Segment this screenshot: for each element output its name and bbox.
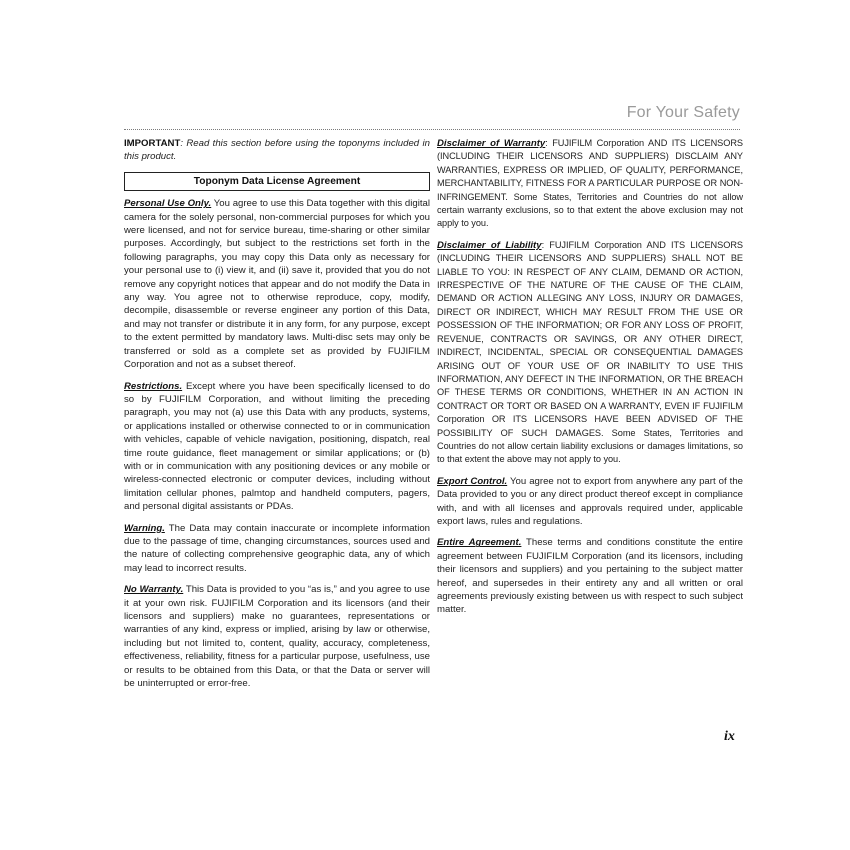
section-entire-agreement [437,536,743,616]
section-text: These terms and conditions constitute the entire agreement between FUJIFILM Corporation (and its licensors, including their licensors and suppliers) and you pertaining to the subject matter hereof, and supersedes in their entirety any and all written or oral agreements previously existing between us with respect to such subject matter. [437,537,743,616]
section-no-warranty [124,583,430,690]
section-text: The Data may contain inaccurate or incomplete information due to the passage of time, changing circumstances, sources used and the nature of collecting comprehensive geographic data, any of which may lead to incorrect results. [124,522,430,574]
important-text: : Read this section before using the toponyms included in this product. [124,138,430,163]
section-personal-use [124,197,430,371]
section-text: : FUJIFILM Corporation AND ITS LICENSORS (INCLUDING THEIR LICENSORS AND SUPPLIERS) DISCLAIM ANY WARRANTIES, EXPRESS OR IMPLIED, OF QUALITY, PERFORMANCE, MERCHANTABILITY, FITNESS FOR A PARTICULAR PURPOSE OR NON-INFRINGEMENT. Some States, Territories and Countries do not allow certain warranty exclusions, so to that extent the above exclusion may not apply to you. [437,138,743,229]
section-label: Warning. [124,522,165,534]
section-label: Disclaimer of Liability [437,239,542,251]
section-restrictions [124,380,430,514]
section-warning [124,522,430,576]
page-header [124,104,740,130]
header-divider [124,129,740,130]
section-title: For Your Safety [626,104,740,121]
section-disclaimer-liability [437,239,743,467]
section-label: Personal Use Only. [124,198,212,210]
section-disclaimer-warranty [437,137,743,231]
agreement-title-box: Toponym Data License Agreement [124,172,430,191]
page-number: ix [724,729,735,744]
section-text: You agree to use this Data together with this digital camera for the solely personal, non-commercial purposes for which you were licensed, and not for service bureau, time-sharing or other similar purposes. Accordingly, but subject to the restrictions set forth in the following paragraphs, you may copy this Data only as necessary for your personal use to (i) view it, and (ii) save it, provided that you do not remove any copyright notices that appear and do not modify the Data in any way. You agree not to otherwise reproduce, copy, modify, decompile, disassemble or reverse engineer any portion of this Data, and may not transfer or distribute it in any form, for any purpose, except to the extent permitted by mandatory laws. Multi-disc sets may only be transferred or sold as a complete set as provided by FUJIFILM Corporation and not as a subset thereof. [124,198,430,371]
section-label: Disclaimer of Warranty [437,138,546,149]
important-notice [124,137,430,164]
section-label: Entire Agreement. [437,537,522,549]
section-text: You agree not to export from anywhere any part of the Data provided to you or any direct product thereof except in compliance with, and with all licenses and approvals required under, applicable export laws, rules and regulations. [437,475,743,527]
section-export-control [437,475,743,529]
section-text: This Data is provided to you “as is,” and you agree to use it at your own risk. FUJIFILM Corporation and its licensors (and their licensors and suppliers) make no guarantees, representations or warranties of any kind, express or implied, arising by law or otherwise, including but not limited to, content, quality, accuracy, completeness, effectiveness, reliability, fitness for a particular purpose, usefulness, use or results to be obtained from this Data, or that the Data or server will be uninterrupted or error-free. [124,584,430,690]
section-text: : FUJIFILM Corporation AND ITS LICENSORS (INCLUDING THEIR LICENSORS AND SUPPLIERS) SHALL NOT BE LIABLE TO YOU: IN RESPECT OF ANY CLAIM, DEMAND OR ACTION, IRRESPECTIVE OF THE NATURE OF THE CAUSE OF THE CLAIM, DEMAND OR ACTION ALLEGING ANY LOSS, INJURY OR DAMAGES, DIRECT OR INDIRECT, WHICH MAY RESULT FROM THE USE OR POSSESSION OF THE INFORMATION; OR FOR ANY LOSS OF PROFIT, REVENUE, CONTRACTS OR SAVINGS, OR ANY OTHER DIRECT, INDIRECT, INCIDENTAL, SPECIAL OR CONSEQUENTIAL DAMAGES ARISING OUT OF YOUR USE OF OR INABILITY TO USE THIS INFORMATION, ANY DEFECT IN THE INFORMATION, OR THE BREACH OF THESE TERMS OR CONDITIONS, WHETHER IN AN ACTION IN CONTRACT OR TORT OR BASED ON A WARRANTY, EVEN IF FUJIFILM Corporation OR ITS LICENSORS HAVE BEEN ADVISED OF THE POSSIBILITY OF SUCH DAMAGES. Some States, Territories and Countries do not allow certain liability exclusions or damages limitations, so to that extent the above may not apply to you. [437,239,743,465]
left-column [124,137,430,698]
section-text: Except where you have been specifically licensed to do so by FUJIFILM Corporation, and without limiting the preceding paragraph, you may not (a) use this Data with any products, systems, or applications installed or otherwise connected to or in communication with vehicles, capable of vehicle navigation, positioning, dispatch, real time route guidance, fleet management or similar applications; or (b) with or in communication with any positioning devices or any mobile or wireless-connected electronic or computer devices, including without limitation cellular phones, palmtop and handheld computers, pagers, and personal digital assistants or PDAs. [124,380,430,513]
section-label: Restrictions. [124,380,183,392]
important-label: IMPORTANT [124,138,181,149]
section-label: No Warranty. [124,584,184,596]
section-label: Export Control. [437,475,508,487]
right-column [437,137,743,625]
